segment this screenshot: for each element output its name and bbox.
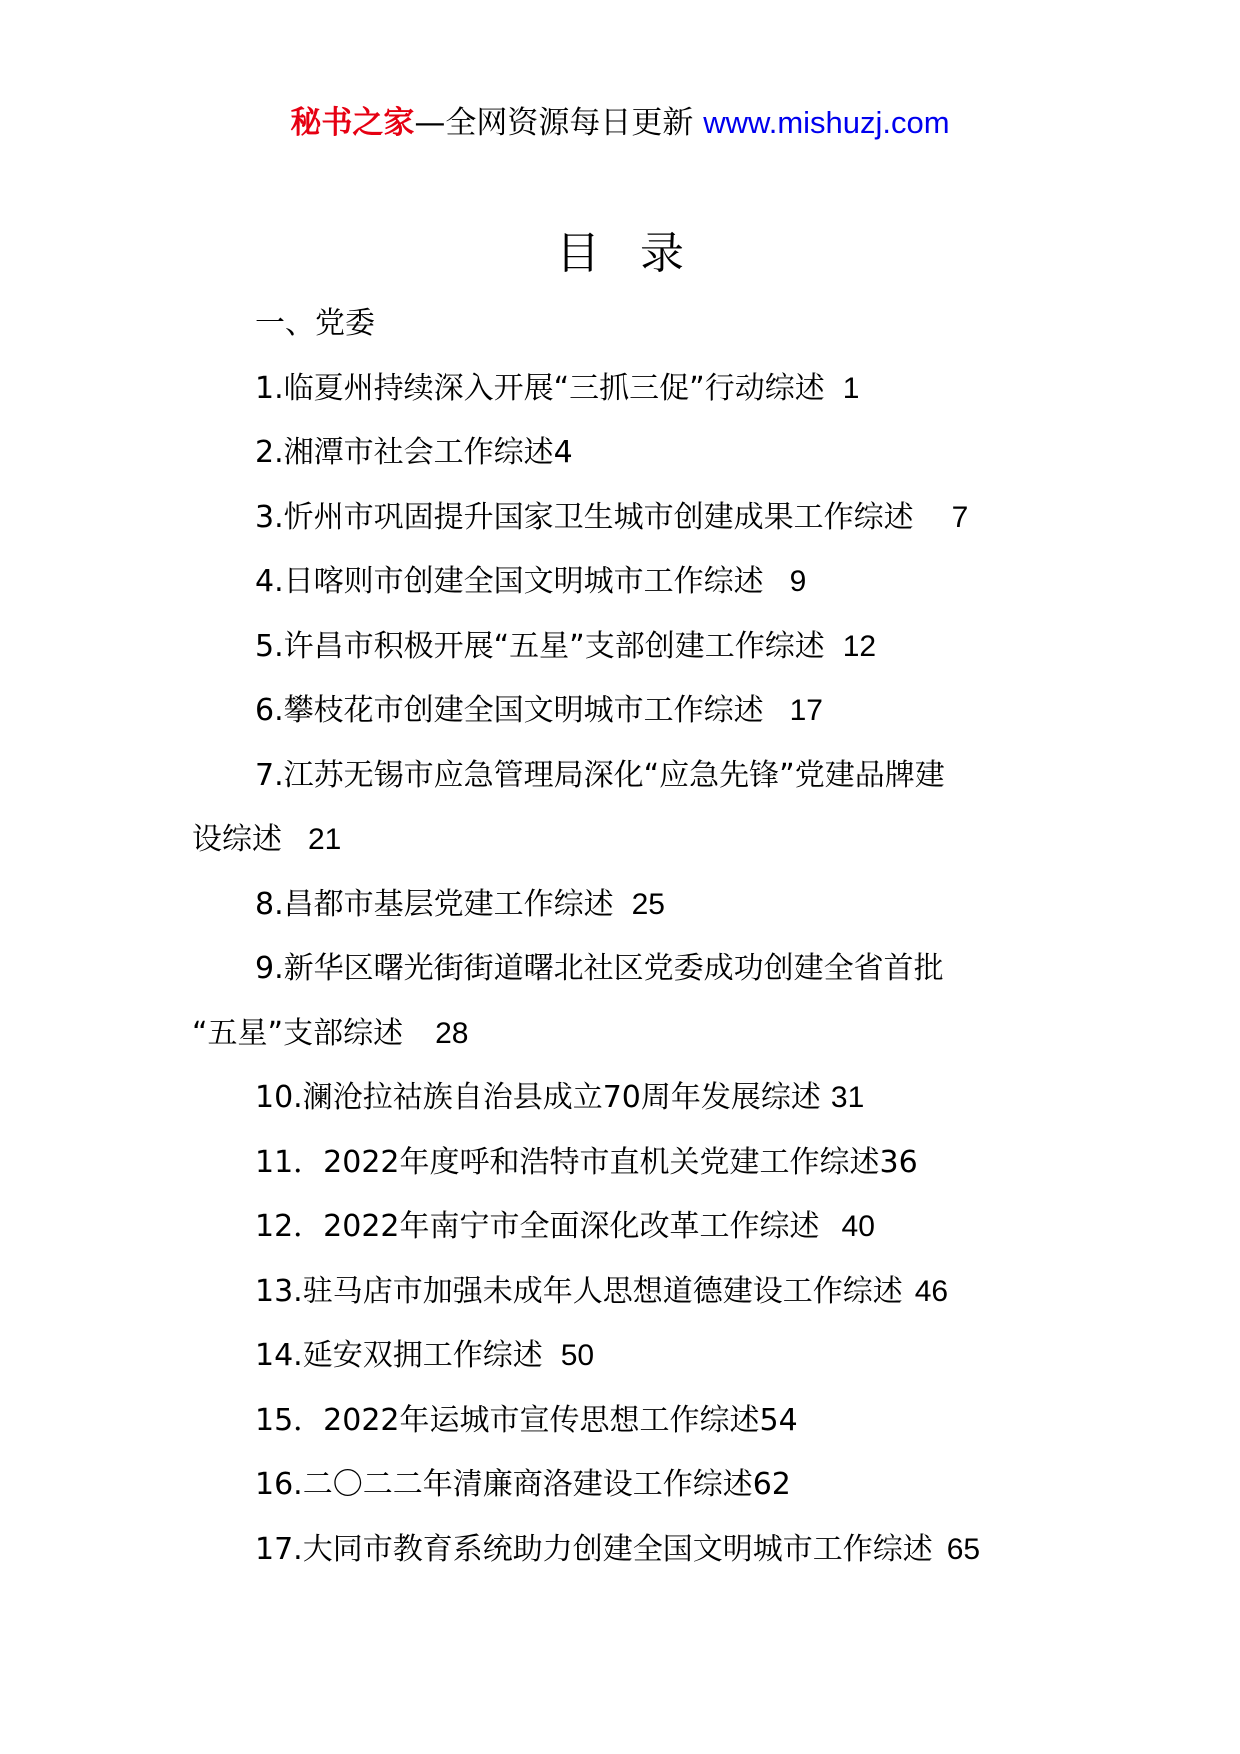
- toc-entry-title: 2.湘潭市社会工作综述4: [255, 435, 573, 470]
- toc-entry-page: 21: [308, 823, 342, 856]
- toc-entry[interactable]: [192, 550, 1052, 615]
- toc-entry-page: 1: [842, 371, 860, 405]
- toc-entry-page: 12: [842, 629, 877, 663]
- toc-entry[interactable]: [192, 1131, 1052, 1196]
- brand-name: 秘书之家: [290, 105, 415, 141]
- toc-entry[interactable]: [192, 615, 1052, 680]
- toc-entry-title: 14.延安双拥工作综述: [255, 1338, 543, 1373]
- toc-entry-page: 25: [631, 887, 665, 921]
- toc-entry-title: 16.二〇二二年清廉商洛建设工作综述62: [255, 1467, 791, 1502]
- toc-entry-title: 7.江苏无锡市应急管理局深化“应急先锋”党建品牌建: [255, 757, 945, 793]
- title-char-1: 目: [556, 228, 600, 279]
- toc-entry-page: 17: [789, 694, 823, 727]
- toc-entry[interactable]: [192, 937, 1052, 1002]
- toc-entry-title: 15．2022年运城市宣传思想工作综述54: [255, 1402, 798, 1438]
- toc-entry-page: 7: [951, 500, 969, 534]
- toc-entry-page: 50: [560, 1339, 595, 1372]
- page-title: [0, 224, 1240, 284]
- toc-entry-title: 13.驻马店市加强未成年人思想道德建设工作综述: [255, 1273, 903, 1309]
- toc-entry-continuation[interactable]: [192, 1002, 1052, 1067]
- toc-entry-page: 46: [914, 1274, 949, 1308]
- toc-entry-page: 9: [789, 565, 807, 598]
- toc-entry[interactable]: [192, 486, 1052, 551]
- toc-entry-page: 65: [946, 1532, 981, 1566]
- toc-entry-page: 40: [841, 1210, 875, 1243]
- toc-entry-continuation[interactable]: [192, 808, 1052, 873]
- toc-entry[interactable]: [192, 873, 1052, 938]
- header-tagline: —全网资源每日更新: [414, 105, 704, 141]
- section-heading: 一、党委: [255, 306, 375, 341]
- toc-entry-title: 5.许昌市积极开展“五星”支部创建工作综述: [255, 628, 825, 664]
- toc-entry-title: 3.忻州市巩固提升国家卫生城市创建成果工作综述: [255, 499, 914, 535]
- toc-entry[interactable]: [192, 1389, 1052, 1454]
- toc-entry-title-cont: 设综述: [192, 822, 282, 857]
- toc-entry-page: 31: [830, 1081, 865, 1114]
- toc-entry-title: 4.日喀则市创建全国文明城市工作综述: [255, 564, 764, 599]
- toc-entry-title: 9.新华区曙光街街道曙北社区党委成功创建全省首批: [255, 951, 944, 986]
- toc-entry-title: 1.临夏州持续深入开展“三抓三促”行动综述: [255, 370, 825, 406]
- toc-entry-title-cont: “五星”支部综述: [192, 1015, 404, 1051]
- toc-entry-title: 8.昌都市基层党建工作综述: [255, 886, 614, 922]
- toc-entry[interactable]: [192, 421, 1052, 486]
- toc-entry[interactable]: [192, 1453, 1052, 1518]
- toc-entry[interactable]: [192, 1518, 1052, 1583]
- title-char-2: 录: [640, 228, 684, 279]
- toc-entry-title: 12．2022年南宁市全面深化改革工作综述: [255, 1209, 820, 1244]
- toc-entry[interactable]: [192, 1324, 1052, 1389]
- toc-entry-title: 11．2022年度呼和浩特市直机关党建工作综述36: [255, 1144, 918, 1180]
- toc-entry-title: 10.澜沧拉祜族自治县成立70周年发展综述: [255, 1080, 821, 1115]
- toc-entry-title: 17.大同市教育系统助力创建全国文明城市工作综述: [255, 1531, 933, 1567]
- toc-entry[interactable]: [192, 357, 1052, 422]
- site-header: [0, 100, 1240, 146]
- toc-entry[interactable]: [192, 679, 1052, 744]
- table-of-contents: [192, 292, 1052, 1582]
- toc-entry-title: 6.攀枝花市创建全国文明城市工作综述: [255, 693, 764, 728]
- toc-entry[interactable]: [192, 744, 1052, 809]
- toc-entry[interactable]: [192, 1066, 1052, 1131]
- site-url-link[interactable]: www.mishuzj.com: [703, 105, 950, 140]
- toc-entry[interactable]: [192, 1260, 1052, 1325]
- toc-entry-page: 28: [435, 1016, 469, 1050]
- toc-entry[interactable]: [192, 1195, 1052, 1260]
